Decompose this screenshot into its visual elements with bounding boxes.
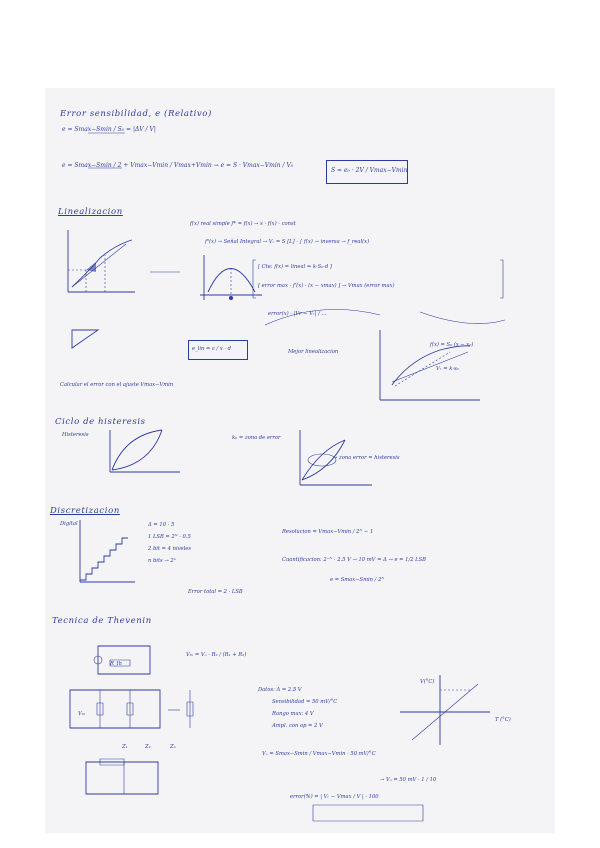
thev-formula-right2: → Vₒ = 50 mV · 1 / 10 bbox=[380, 777, 437, 783]
thev-datos-4: Ampl. con op = 2 V bbox=[272, 723, 323, 729]
lin-note-2: fᵈ(x) → Señal Integral → Vᵣ = S [L] · ∫ f(x) → inversa → f_real(x) bbox=[205, 239, 370, 245]
linealidad-graph bbox=[68, 230, 135, 292]
thevenin-axes bbox=[400, 675, 490, 745]
thev-axis-v: V(°C) bbox=[420, 679, 435, 685]
lin-note-3: [ Cte: f(x) = lineal ⇒ k·S₀·d ] bbox=[258, 264, 332, 270]
lin-note-5: error(x) · |Vr − Vᵣ| / ... bbox=[268, 311, 327, 317]
thev-label-z1: Z₁ bbox=[122, 744, 128, 750]
lin-note-1: f(x) real simple f* = f(x) → s · f(x) · const bbox=[190, 221, 296, 227]
error-boxed-text: S = e₀ · 2V / Vmax−Vmin bbox=[331, 167, 408, 174]
res-formula-2: e = Smax−Smin / 2ᴺ bbox=[330, 577, 385, 583]
answer-box bbox=[313, 805, 423, 821]
section-title-histeresis: Ciclo de histeresis bbox=[55, 417, 146, 427]
thev-datos-2: Sensibilidad = 50 mV/°C bbox=[272, 699, 338, 705]
section-title-linealidad: Linealizacion bbox=[58, 207, 123, 217]
hysteresis-graph-right bbox=[300, 430, 372, 485]
error-formula-1: e = Smax−Smin / S₀ = |ΔV / V| bbox=[62, 126, 156, 133]
bracket bbox=[500, 260, 503, 298]
thevenin-circuit-1 bbox=[94, 646, 150, 674]
res-axis-label: Digital bbox=[60, 521, 78, 527]
lin-label-curve: f(x) = S₀ (x − x₀) bbox=[430, 342, 474, 348]
quantization-staircase bbox=[80, 520, 135, 582]
annotation-curve bbox=[420, 312, 505, 324]
hist-label-right: k₀ = zona de error bbox=[232, 435, 281, 441]
res-formula-1: Resolucion = Vmax−Vmin / 2ᴺ − 1 bbox=[282, 529, 374, 535]
thev-datos-1: Datos: Δ = 2.5 V bbox=[258, 687, 302, 693]
lin-note-4: [ error max · f'(x) · (x − xmax) ] → Vmax (error max) bbox=[258, 283, 395, 289]
lin-label-line: Vᵣ = k·s₀ bbox=[436, 366, 459, 372]
thevenin-circuit-3 bbox=[86, 759, 158, 794]
lin-boxed-text: e_lin = ε / x · d bbox=[192, 346, 231, 352]
bracket bbox=[253, 260, 256, 298]
lin-label-right: Mejor linealizacion bbox=[288, 349, 339, 355]
section-title-resolucion: Discretizacion bbox=[50, 506, 120, 516]
annotation-curve bbox=[265, 309, 380, 325]
res-list-4: n bits → 2ⁿ bbox=[148, 558, 176, 564]
lin-bottom-note: Calcular el error con el ajuste Vmax−Vmin bbox=[60, 382, 174, 388]
hist-note: → zona error = histeresis bbox=[333, 455, 400, 461]
res-bottom: Error total = 2 · LSB bbox=[188, 589, 243, 595]
slope-triangle bbox=[72, 330, 98, 348]
thevenin-circuit-2 bbox=[70, 690, 193, 728]
thev-label-vth: Vₜₕ bbox=[78, 711, 86, 717]
thev-formula: Vₜₕ = Vₒ · R₂ / (R₁ + R₂) bbox=[186, 652, 247, 658]
section-title-error: Error sensibilidad, e (Relativo) bbox=[60, 109, 212, 119]
thev-label-rth: R_th bbox=[110, 661, 122, 667]
thev-label-z2: Z₂ bbox=[145, 744, 151, 750]
thev-error: error(%) = | Vᵣ − Vmax / V | · 100 bbox=[290, 794, 379, 800]
thev-datos-3: Rango max: 4 V bbox=[272, 711, 314, 717]
res-list-3: 2 bit = 4 niveles bbox=[148, 546, 191, 552]
best-linearization-graph bbox=[380, 330, 480, 400]
hist-label-left: Histeresis bbox=[62, 432, 89, 438]
res-list-2: 1 LSB = 2ᴺ · 0.5 bbox=[148, 534, 191, 540]
res-list-1: Δ = 10 · 5 bbox=[148, 522, 175, 528]
res-note: Cuantificacion: 2⁻ᴺ · 2.5 V → 10 mV = Δ → e = 1/2 LSB bbox=[282, 557, 426, 563]
thev-formula-right: Vₒ = Smax−Smin / Vmax−Vmin · 50 mV/°C bbox=[262, 751, 376, 757]
error-formula-2: e = Smax−Smin / 2 + Vmax−Vmin / Vmax+Vmin → e = S · Vmax−Vmin / V₀ bbox=[62, 162, 294, 169]
section-title-thevenin: Tecnica de Thevenin bbox=[52, 616, 152, 626]
hysteresis-graph-left bbox=[110, 430, 180, 472]
thev-label-zn: Zₙ bbox=[170, 744, 176, 750]
thev-axis-t: T (°C) bbox=[495, 717, 511, 723]
